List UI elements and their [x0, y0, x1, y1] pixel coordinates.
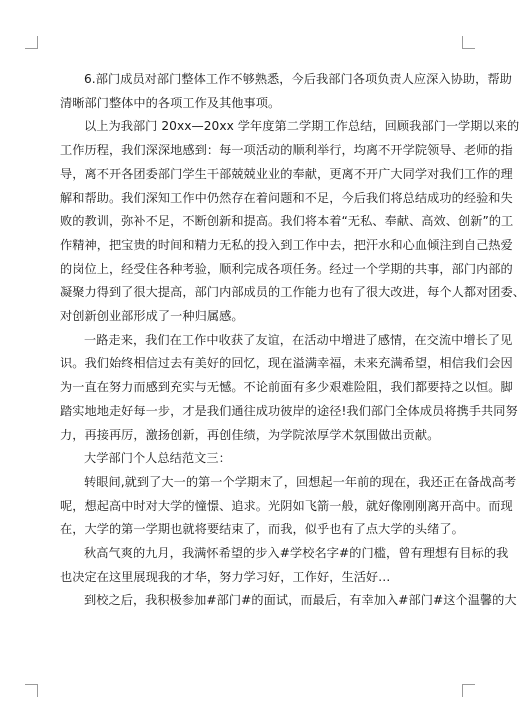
text-line: 一路走来，我们在工作中收获了友谊，在活动中增进了感情，在交流中增长了见: [84, 332, 513, 347]
paragraph-semester-summary: [60, 115, 525, 328]
paragraph-journey: [60, 329, 518, 448]
text-line: 到校之后，我积极参加#部门#的面试，而最后，有幸加入#部门#这个温馨的大: [84, 593, 517, 608]
text-line: 对创新创业部形成了一种归属感。: [60, 309, 244, 324]
text-line: 工作历程，我们深深地感到：每一项活动的顺利举行，均离不开学院领导、老师的指: [60, 143, 513, 158]
crop-mark-bottom-right: [462, 684, 475, 697]
text-line: 踏实地地走好每一步，才是我们通往成功彼岸的途径!我们部门全体成员将携手共同努: [60, 403, 518, 418]
paragraph-joining-department: [60, 589, 517, 613]
text-line: 转眼间,就到了大一的第一个学期末了，回想起一年前的现在，我还正在备战高考: [84, 474, 517, 489]
text-line: 凝聚力得到了很大提高，部门内部成员的工作能力也有了很大改进，每个人都对团委、: [60, 285, 525, 300]
text-line: 在，大学的第一学期也就将要结束了，而我，似乎也有了点大学的头绪了。: [60, 522, 464, 537]
text-line: 6.部门成员对部门整体工作不够熟悉，今后我部门各项负责人应深入协助，帮助: [84, 72, 512, 86]
paragraph-september: [60, 542, 509, 589]
crop-mark-top-left: [25, 36, 38, 49]
text-line: 清晰部门整体中的各项工作及其他事项。: [60, 95, 281, 110]
paragraph-first-semester: [60, 471, 517, 542]
text-line: 以上为我部门 20xx—20xx 学年度第二学期工作总结，回顾我部门一学期以来的: [84, 119, 520, 134]
text-line: 为一直在努力而感到充实与无憾。不论前面有多少艰难险阻，我们都要持之以恒。脚: [60, 380, 513, 395]
text-line: 识。我们始终相信过去有美好的回忆，现在溢满幸福，未来充满希望，相信我们会因: [60, 356, 513, 371]
text-line: 也决定在这里展现我的才华，努力学习好，工作好，生活好…: [60, 569, 391, 584]
text-line: 力，再接再厉，激扬创新，再创佳绩，为学院浓厚学术氛围做出贡献。: [60, 427, 440, 442]
text-line: 败的教训，弥补不足，不断创新和提高。我们将本着“无私、奉献、高效、创新”的工: [60, 214, 514, 229]
text-line: 大学部门个人总结范文三：: [84, 451, 231, 466]
text-line: 呢，想起高中时对大学的憧憬、追求。光阴如飞箭一般，就好像刚刚离开高中。而现: [60, 498, 513, 513]
crop-mark-top-right: [462, 36, 475, 49]
text-line: 秋高气爽的九月，我满怀希望的步入#学校名字#的门槛，曾有理想有目标的我: [84, 546, 509, 561]
section-heading-sample-three: [60, 447, 446, 471]
crop-mark-bottom-left: [25, 684, 38, 697]
text-line: 导，离不开各团委部门学生干部兢兢业业的奉献，更离不开广大同学对我们工作的理: [60, 166, 513, 181]
text-line: 作精神，把宝贵的时间和精力无私的投入到工作中去，把汗水和心血倾注到自己热爱: [60, 237, 513, 252]
paragraph-department-issue-6: [60, 68, 512, 115]
text-line: 的岗位上，经受住各种考验，顺利完成各项任务。经过一个学期的共事，部门内部的: [60, 261, 513, 276]
text-line: 解和帮助。我们深知工作中仍然存在着问题和不足，今后我们将总结成功的经验和失: [60, 190, 513, 205]
document-body: [60, 68, 525, 613]
